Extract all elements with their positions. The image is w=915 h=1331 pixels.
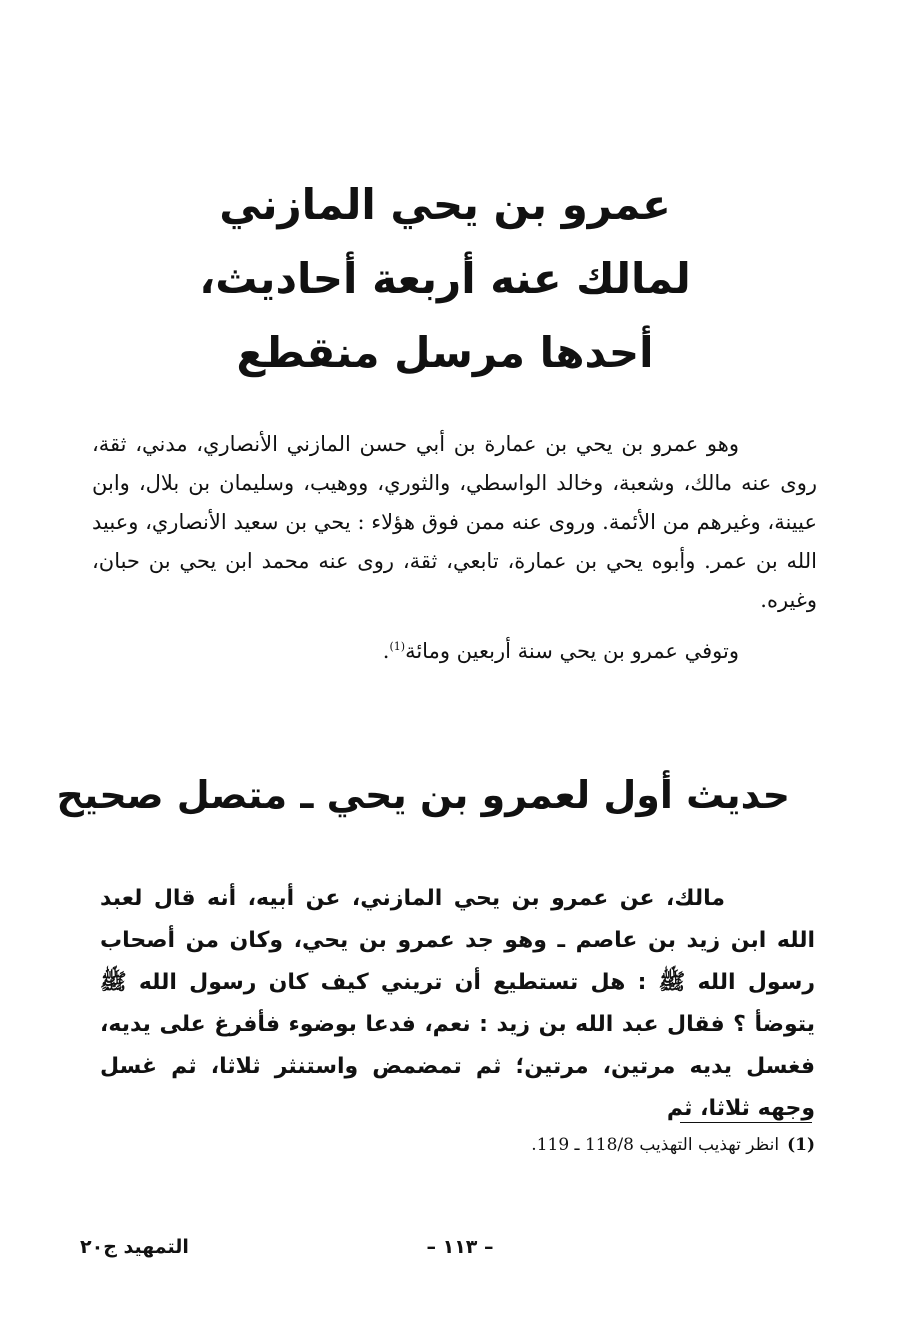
death-note-text: وتوفي عمرو بن يحي سنة أربعين ومائة — [405, 639, 739, 663]
footnote-marker[interactable]: (1) — [389, 640, 406, 653]
biography-section — [92, 425, 817, 671]
running-footer-title: التمهيد ج٢٠ — [80, 1236, 189, 1258]
hadith-heading: حديث أول لعمرو بن يحي ـ متصل صحيح — [56, 773, 790, 817]
chapter-heading-line-1: عمرو بن يحي المازني — [219, 180, 671, 229]
death-note — [92, 632, 817, 671]
footnote-text: انظر تهذيب التهذيب 118/8 ـ 119. — [531, 1135, 780, 1155]
footnote-divider — [680, 1122, 812, 1123]
chapter-heading — [150, 168, 740, 390]
footnote — [420, 1130, 815, 1160]
chapter-heading-line-2: لمالك عنه أربعة أحاديث، — [199, 254, 691, 303]
footnote-number: (1) — [787, 1135, 815, 1155]
chapter-heading-line-3: أحدها مرسل منقطع — [236, 328, 654, 377]
biography-paragraph: وهو عمرو بن يحي بن عمارة بن أبي حسن المازني الأنصاري، مدني، ثقة، روى عنه مالك، وشعبة، وخالد الواسطي، والثوري، ووهيب، وسليمان بن بلال، وابن عيينة، وغيرهم من الأئمة. وروى عنه ممن فوق هؤلاء : يحي بن سعيد الأنصاري، وعبيد الله بن عمر. وأبوه يحي بن عمارة، تابعي، ثقة، روى عنه محمد ابن يحي بن حبان، وغيره. — [92, 432, 817, 612]
hadith-section — [100, 878, 815, 1130]
page-number: – ١١٣ – — [426, 1236, 494, 1258]
death-note-end: . — [382, 639, 390, 663]
hadith-text: مالك، عن عمرو بن يحي المازني، عن أبيه، أنه قال لعبد الله ابن زيد بن عاصم ـ وهو جد عمرو بن يحي، وكان من أصحاب رسول الله ﷺ : هل تستطيع أن تريني كيف كان رسول الله ﷺ يتوضأ ؟ فقال عبد الله بن زيد : نعم، فدعا بوضوء فأفرغ على يديه، فغسل يديه مرتين، مرتين؛ ثم تمضمض واستنثر ثلاثا، ثم غسل وجهه ثلاثا، ثم — [100, 886, 815, 1121]
